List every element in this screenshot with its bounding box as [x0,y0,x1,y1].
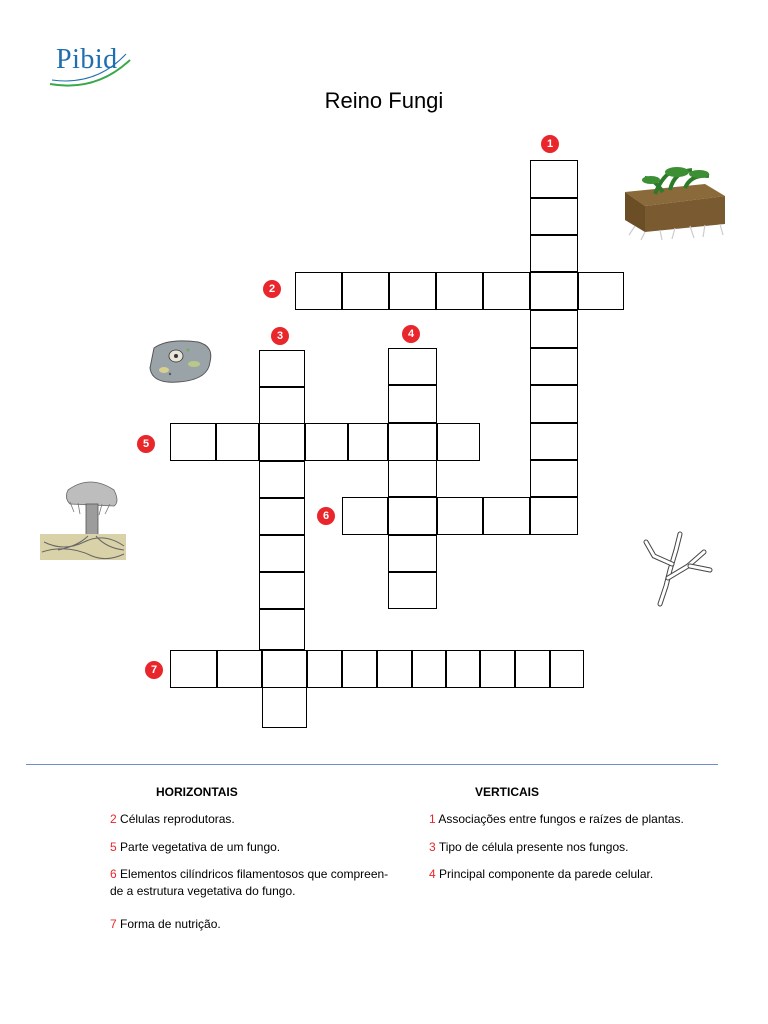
grid-cell[interactable] [305,423,348,461]
grid-cell[interactable] [530,497,578,535]
clue-number-6: 6 [317,507,335,525]
grid-cell[interactable] [530,272,578,310]
section-divider [26,764,718,765]
fungal-cell-icon [148,336,214,386]
grid-cell[interactable] [259,572,305,609]
soil-plant-icon [615,162,730,242]
grid-cell[interactable] [217,650,262,688]
grid-cell[interactable] [530,160,578,198]
clue-number-3: 3 [271,327,289,345]
grid-cell[interactable] [259,423,305,461]
clue-number-1: 1 [541,135,559,153]
grid-cell[interactable] [342,497,388,535]
grid-cell[interactable] [348,423,388,461]
grid-cell[interactable] [578,272,624,310]
grid-cell[interactable] [259,535,305,572]
clue-vertical-3 [429,839,629,856]
grid-cell[interactable] [530,310,578,348]
clue-text: Associações entre fungos e raízes de plantas. [438,812,684,826]
clue-number: 2 [110,812,117,826]
grid-cell[interactable] [437,423,480,461]
clue-text: Células reprodutoras. [120,812,235,826]
grid-cell[interactable] [530,423,578,460]
grid-cell[interactable] [388,572,437,609]
grid-cell[interactable] [342,650,377,688]
grid-cell[interactable] [437,497,483,535]
clue-number: 6 [110,867,117,881]
clue-number-4: 4 [402,325,420,343]
grid-cell[interactable] [388,423,437,461]
grid-cell[interactable] [530,198,578,235]
grid-cell[interactable] [388,385,437,423]
grid-cell[interactable] [515,650,550,688]
clue-vertical-1 [429,811,684,828]
grid-cell[interactable] [307,650,342,688]
logo-text: Pibid [56,44,118,75]
clue-horizontal-5 [110,839,280,856]
clue-number: 5 [110,840,117,854]
page-title: Reino Fungi [324,88,444,113]
grid-cell[interactable] [295,272,342,310]
grid-cell[interactable] [216,423,259,461]
clue-number-5: 5 [137,435,155,453]
grid-cell[interactable] [259,350,305,387]
hyphae-icon [640,530,720,610]
grid-cell[interactable] [530,235,578,272]
grid-cell[interactable] [480,650,515,688]
clue-number: 3 [429,840,436,854]
grid-cell[interactable] [388,497,437,535]
grid-cell[interactable] [262,650,307,688]
clue-text: Elementos cilíndricos filamentosos que compreen- [120,867,389,881]
clue-number: 1 [429,812,436,826]
clue-number-7: 7 [145,661,163,679]
clue-text: Tipo de célula presente nos fungos. [438,840,629,854]
grid-cell[interactable] [412,650,446,688]
mushroom-mycelium-icon [40,476,126,568]
clue-horizontal-2 [110,811,235,828]
grid-cell[interactable] [377,650,412,688]
clue-text: Principal componente da parede celular. [439,867,654,881]
grid-cell[interactable] [530,385,578,423]
clue-text: Parte vegetativa de um fungo. [120,840,281,854]
clue-horizontal-7 [110,916,221,933]
grid-cell[interactable] [170,650,217,688]
grid-cell[interactable] [446,650,480,688]
grid-cell[interactable] [259,387,305,424]
grid-cell[interactable] [259,498,305,535]
clue-vertical-4 [429,866,653,883]
grid-cell[interactable] [388,535,437,572]
clue-text-continued: de a estrutura vegetativa do fungo. [110,884,296,898]
grid-cell[interactable] [530,460,578,497]
clue-number: 4 [429,867,436,881]
vertical-heading: VERTICAIS [475,785,540,799]
grid-cell[interactable] [389,272,436,310]
grid-cell[interactable] [262,687,307,728]
grid-cell[interactable] [436,272,483,310]
grid-cell[interactable] [530,348,578,385]
grid-cell[interactable] [342,272,389,310]
pibid-logo [46,40,136,92]
clue-horizontal-6 [110,866,420,900]
clue-number: 7 [110,917,117,931]
grid-cell[interactable] [483,272,530,310]
grid-cell[interactable] [170,423,216,461]
horizontal-heading: HORIZONTAIS [156,785,238,799]
clue-number-2: 2 [263,280,281,298]
grid-cell[interactable] [550,650,584,688]
clue-text: Forma de nutrição. [120,917,221,931]
grid-cell[interactable] [259,609,305,650]
grid-cell[interactable] [483,497,530,535]
grid-cell[interactable] [259,461,305,498]
grid-cell[interactable] [388,348,437,385]
grid-cell[interactable] [388,460,437,497]
